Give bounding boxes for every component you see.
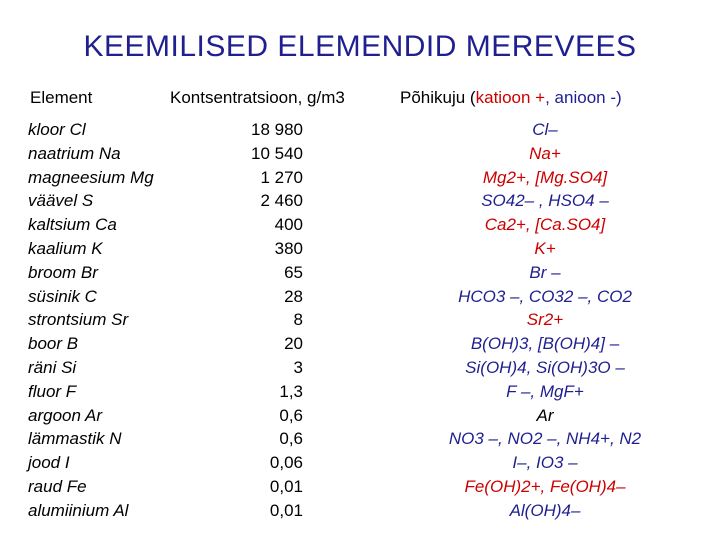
element-name: jood I xyxy=(28,453,70,473)
table-row xyxy=(0,382,720,406)
table-row xyxy=(0,144,720,168)
element-name: fluor F xyxy=(28,381,77,401)
column-header-concentration: Kontsentratsioon, g/m3 xyxy=(170,88,345,107)
table-row xyxy=(0,168,720,192)
column-header-element: Element xyxy=(30,88,93,107)
main-form: B(OH)3, [B(OH)4] – xyxy=(470,334,620,354)
element-name: kaalium K xyxy=(28,238,103,258)
main-form: Fe(OH)2+, Fe(OH)4– xyxy=(464,476,626,496)
element-name: broom Br xyxy=(28,262,98,282)
element-name: kloor Cl xyxy=(28,120,86,139)
main-form: Br – xyxy=(529,262,561,282)
form-header-main: Põhikuju ( xyxy=(400,88,476,107)
main-form: Na+ xyxy=(529,143,561,163)
concentration-value: 0,01 xyxy=(269,476,303,496)
table-row xyxy=(0,287,720,311)
element-name: alumiinium Al xyxy=(28,500,129,520)
concentration-value: 8 xyxy=(293,310,303,330)
concentration-value: 380 xyxy=(274,238,303,258)
main-form: K+ xyxy=(534,238,556,258)
concentration-value: 1 270 xyxy=(260,167,303,187)
table-row xyxy=(0,501,720,525)
element-name: naatrium Na xyxy=(28,143,121,163)
concentration-value: 400 xyxy=(274,215,303,235)
form-header-end: ) xyxy=(615,88,622,107)
table-row xyxy=(0,215,720,239)
main-form: Ca2+, [Ca.SO4] xyxy=(484,215,606,235)
element-name: lämmastik N xyxy=(28,429,122,449)
page-title: KEEMILISED ELEMENDID MEREVEES xyxy=(83,30,637,63)
form-header-sep: , xyxy=(545,88,555,107)
form-header-cation: katioon + xyxy=(475,88,546,107)
element-name: räni Si xyxy=(28,357,77,377)
concentration-value: 20 xyxy=(284,334,303,354)
main-form: Cl– xyxy=(532,120,558,139)
concentration-value: 28 xyxy=(284,286,303,306)
table-row xyxy=(0,310,720,334)
concentration-value: 0,06 xyxy=(269,453,303,473)
element-name: kaltsium Ca xyxy=(28,215,117,235)
table-row xyxy=(0,191,720,215)
concentration-value: 0,01 xyxy=(269,500,303,520)
main-form: Mg2+, [Mg.SO4] xyxy=(482,167,608,187)
main-form: F –, MgF+ xyxy=(506,381,584,401)
table-row xyxy=(0,120,720,144)
concentration-value: 65 xyxy=(284,262,303,282)
concentration-value: 1,3 xyxy=(279,381,303,401)
table-row xyxy=(0,358,720,382)
column-header-main-form xyxy=(400,88,622,108)
table-row xyxy=(0,406,720,430)
table-row xyxy=(0,263,720,287)
element-name: süsinik C xyxy=(28,286,97,306)
main-form: Ar xyxy=(536,405,554,425)
main-form: Sr2+ xyxy=(526,310,564,330)
form-header-anion: anioon - xyxy=(554,88,616,107)
main-form: NO3 –, NO2 –, NH4+, N2 xyxy=(448,429,642,449)
concentration-value: 10 540 xyxy=(251,143,303,163)
main-form: I–, IO3 – xyxy=(512,453,578,473)
element-name: boor B xyxy=(28,334,79,354)
concentration-value: 3 xyxy=(293,357,303,377)
element-name: strontsium Sr xyxy=(28,310,129,330)
main-form: Si(OH)4, Si(OH)3O – xyxy=(465,357,625,377)
main-form: HCO3 –, CO32 –, CO2 xyxy=(458,286,632,306)
main-form: Al(OH)4– xyxy=(509,500,581,520)
element-table xyxy=(0,120,720,525)
main-form: SO42– , HSO4 – xyxy=(481,191,609,211)
element-name: raud Fe xyxy=(28,476,87,496)
table-row xyxy=(0,453,720,477)
concentration-value: 0,6 xyxy=(279,405,303,425)
element-name: väävel S xyxy=(28,191,94,211)
element-name: magneesium Mg xyxy=(28,167,154,187)
table-row xyxy=(0,477,720,501)
concentration-value: 2 460 xyxy=(260,191,303,211)
table-row xyxy=(0,334,720,358)
table-row xyxy=(0,239,720,263)
concentration-value: 18 980 xyxy=(251,120,303,139)
element-name: argoon Ar xyxy=(28,405,103,425)
concentration-value: 0,6 xyxy=(279,429,303,449)
table-row xyxy=(0,429,720,453)
